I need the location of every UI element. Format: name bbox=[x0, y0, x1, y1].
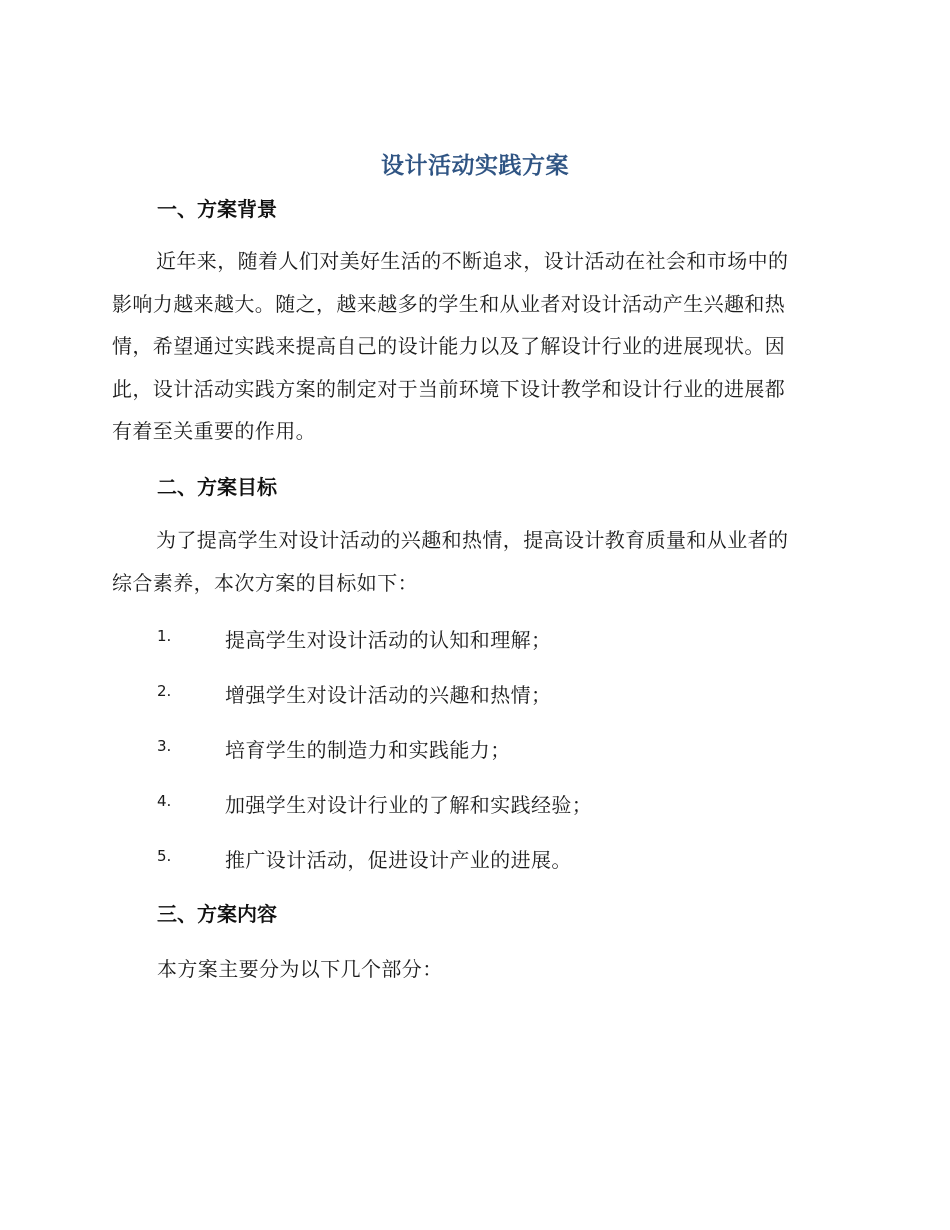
list-number: 5. bbox=[157, 847, 172, 865]
paragraph-line: 有着至关重要的作用。 bbox=[112, 419, 316, 443]
list-item bbox=[157, 679, 837, 709]
list-text: 加强学生对设计行业的了解和实践经验； bbox=[225, 793, 593, 817]
section-heading-content: 三、方案内容 bbox=[157, 902, 277, 926]
paragraph-line: 影响力越来越大。随之，越来越多的学生和从业者对设计活动产生兴趣和热 bbox=[112, 291, 786, 316]
list-number: 1. bbox=[157, 627, 172, 645]
paragraph-line: 近年来，随着人们对美好生活的不断追求，设计活动在社会和市场中的 bbox=[156, 249, 789, 273]
paragraph-line: 综合素养，本次方案的目标如下： bbox=[112, 570, 418, 595]
document-title: 设计活动实践方案 bbox=[381, 153, 569, 179]
section-heading-background: 一、方案背景 bbox=[157, 197, 277, 221]
section-heading-goals: 二、方案目标 bbox=[157, 475, 277, 499]
list-number: 2. bbox=[157, 682, 172, 700]
section-paragraph-background bbox=[112, 240, 832, 453]
paragraph-line: 此，设计活动实践方案的制定对于当前环境下设计教学和设计行业的进展都 bbox=[112, 376, 786, 401]
list-text: 推广设计活动，促进设计产业的进展。 bbox=[225, 848, 572, 872]
list-item bbox=[157, 624, 837, 654]
list-item bbox=[157, 844, 837, 874]
paragraph-line: 为了提高学生对设计活动的兴趣和热情，提高设计教育质量和从业者的 bbox=[156, 528, 789, 552]
paragraph-line: 情，希望通过实践来提高自己的设计能力以及了解设计行业的进展现状。因 bbox=[112, 334, 786, 358]
list-number: 4. bbox=[157, 792, 172, 810]
list-item bbox=[157, 734, 837, 764]
list-number: 3. bbox=[157, 737, 172, 755]
section-paragraph-goals bbox=[112, 519, 832, 604]
list-text: 增强学生对设计活动的兴趣和热情； bbox=[225, 683, 552, 707]
section-intro-content: 本方案主要分为以下几个部分： bbox=[157, 957, 443, 981]
list-item bbox=[157, 789, 837, 819]
list-text: 培育学生的制造力和实践能力； bbox=[225, 738, 511, 762]
list-text: 提高学生对设计活动的认知和理解； bbox=[225, 628, 552, 652]
